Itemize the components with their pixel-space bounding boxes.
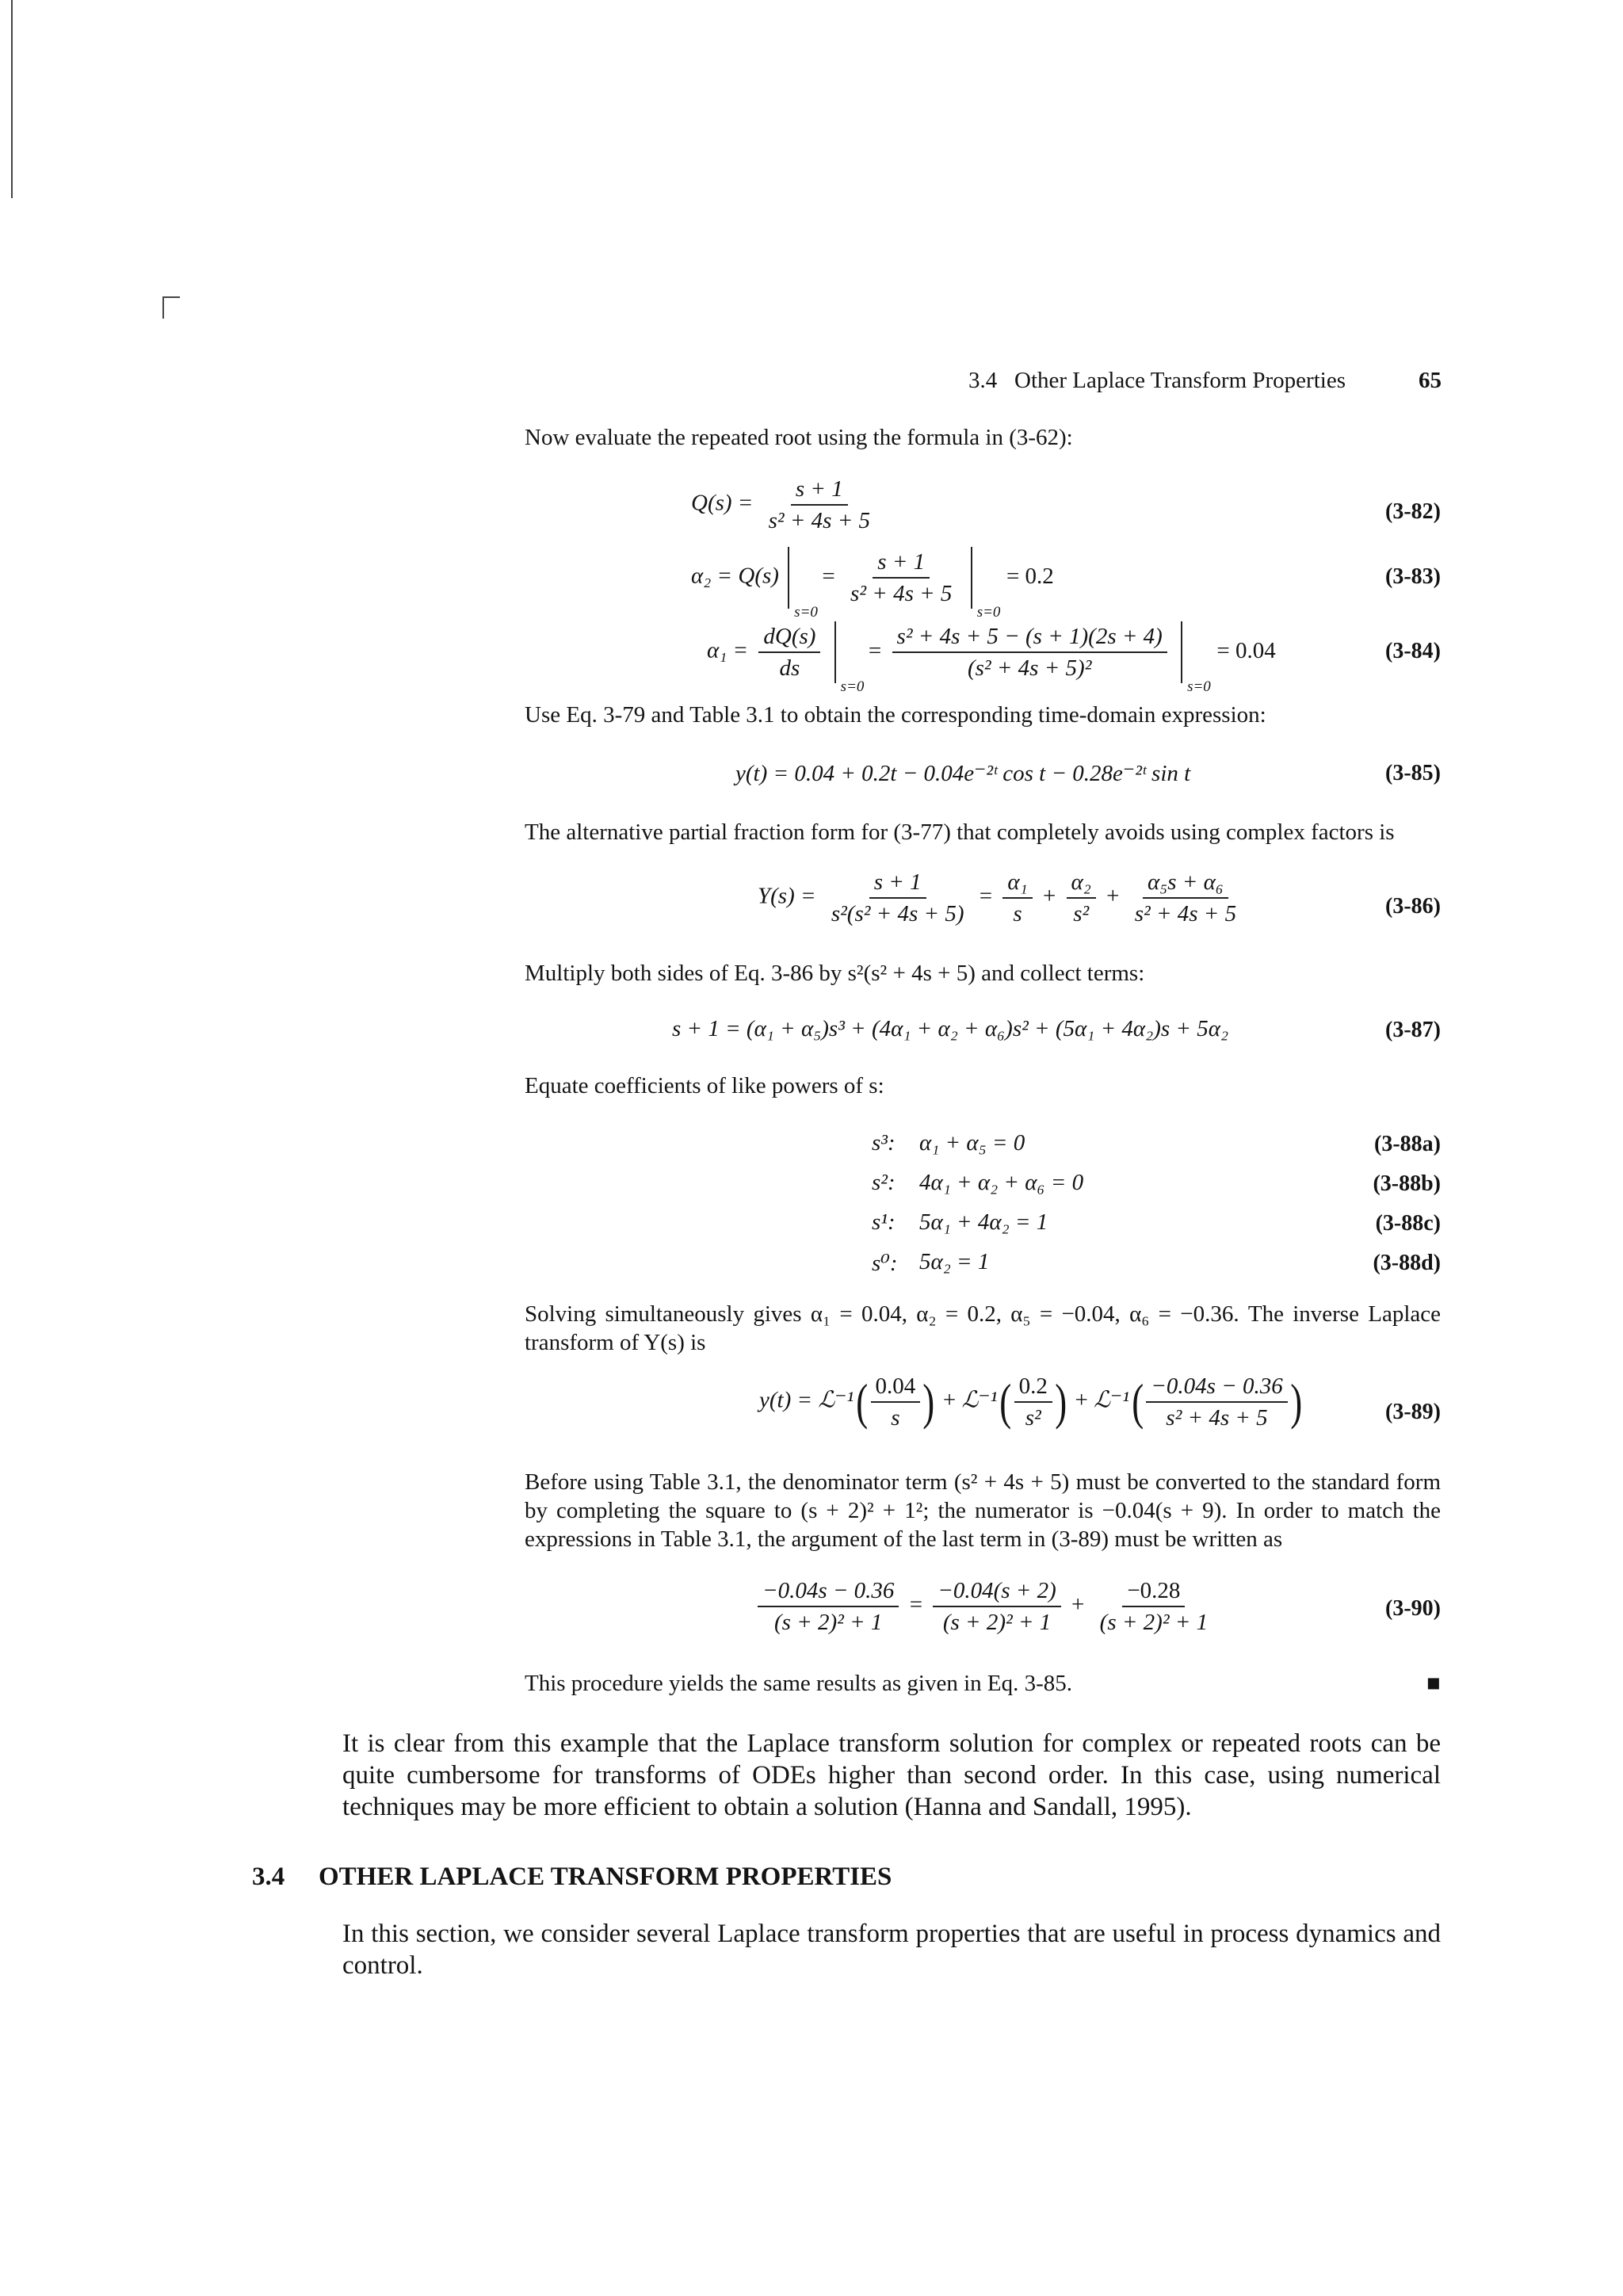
fraction: $\frac{-0.04s - 0.36}{\text{(s + 2)² + 1}}$ <box>758 1577 899 1636</box>
fraction: $\frac{s + 1}{\text{s² + 4s + 5}}$ <box>768 476 871 533</box>
equation-number: (3-84) <box>1385 639 1441 663</box>
fraction: $\frac{dQ(s)}{ds}$ <box>758 623 820 682</box>
coefficient-equation-c: 5α₁ + 4α₂ = 1 <box>919 1209 1048 1235</box>
equation-number: (3-83) <box>1385 564 1441 589</box>
fraction: $\frac{-0.04s - 0.36}{\text{s² + 4s + 5}}$ <box>1146 1373 1287 1431</box>
equation-number: (3-88a) <box>1374 1132 1441 1156</box>
coefficient-power-s0: s⁰: <box>872 1251 898 1276</box>
equation-3-82: Q(s) = $\frac{s + 1}{\text{s² + 4s + 5}}$ <box>691 476 880 534</box>
coefficient-power-s2: s²: <box>872 1170 896 1195</box>
equation-3-90: $\frac{-0.04s - 0.36}{\text{(s + 2)² + 1}}$ = $\frac{-0.04(s + 2)}{\text{(s + 2)² + 1}}$ + $\frac{-0.28}{\text{(s + 2)² + 1}}$ <box>753 1577 1217 1636</box>
crop-mark <box>162 296 164 319</box>
paragraph: Now evaluate the repeated root using the formula in (3-62): <box>525 425 1073 450</box>
fraction: $\frac{0.04}{s}$ <box>871 1373 921 1431</box>
fraction: $\frac{\text{α₅s + α₆}}{\text{s² + 4s + 5}}$ <box>1134 869 1237 926</box>
fraction: $\frac{\text{α₁}}{s}$ <box>1002 869 1032 927</box>
fraction: $\frac{s + 1}{\text{s² + 4s + 5}}$ <box>850 549 953 606</box>
evaluation-bar: s=0 <box>1181 621 1182 683</box>
fraction: $\frac{\text{α₂}}{\text{s²}}$ <box>1067 869 1096 927</box>
paragraph: Before using Table 3.1, the denominator term (s² + 4s + 5) must be converted to the standard form by completing the square to (s + 2)² + 1²; the numerator is −0.04(s + 9). In order to match the expressions in Table 3.1, the argument of the last term in (3-89) must be written as <box>525 1469 1441 1552</box>
coefficient-equation-a: α₁ + α₅ = 0 <box>919 1130 1025 1156</box>
scan-edge-line <box>11 0 13 198</box>
header-section-number: 3.4 <box>968 368 998 393</box>
paragraph: Solving simultaneously gives α₁ = 0.04, α₂ = 0.2, α₅ = −0.04, α₆ = −0.36. The inverse Laplace transform of Y(s) is <box>525 1301 1441 1355</box>
equation-number: (3-88d) <box>1373 1251 1441 1275</box>
equation-number: (3-85) <box>1385 761 1441 785</box>
section-heading: OTHER LAPLACE TRANSFORM PROPERTIES <box>319 1862 892 1891</box>
paragraph: This procedure yields the same results as given in Eq. 3-85. <box>525 1671 1073 1696</box>
equation-3-83: α₂ = Q(s) s=0 = $\frac{s + 1}{\text{s² + 4s + 5}}$ s=0 = 0.2 <box>691 547 1054 609</box>
equation-3-84: α₁ = $\frac{dQ(s)}{ds}$ s=0 = $\frac{\text{s² + 4s + 5 − (s + 1)(2s + 4)}}{\text{(s² + 4s + 5)²}}$ s=0 = 0.04 <box>707 621 1276 683</box>
equation-number: (3-82) <box>1385 499 1441 524</box>
end-of-example-mark: ■ <box>1426 1671 1441 1696</box>
paragraph: The alternative partial fraction form for (3-77) that completely avoids using complex factors is <box>525 819 1395 845</box>
paragraph: In this section, we consider several Laplace transform properties that are useful in process dynamics and control. <box>342 1920 1441 1980</box>
evaluation-bar: s=0 <box>834 621 836 683</box>
coefficient-power-s1: s¹: <box>872 1209 896 1235</box>
fraction: $\frac{-0.28}{\text{(s + 2)² + 1}}$ <box>1099 1578 1209 1635</box>
coefficient-equation-d: 5α₂ = 1 <box>919 1249 990 1274</box>
equation-number: (3-90) <box>1385 1596 1441 1621</box>
fraction: $\frac{\text{s² + 4s + 5 − (s + 1)(2s + 4)}}{\text{(s² + 4s + 5)²}}$ <box>892 623 1167 682</box>
header-title: Other Laplace Transform Properties <box>1014 368 1346 393</box>
equation-number: (3-89) <box>1385 1400 1441 1424</box>
equation-number: (3-88b) <box>1373 1171 1441 1196</box>
equation-3-86: Y(s) = $\frac{s + 1}{\text{s²(s² + 4s + 5)}}$ = $\frac{\text{α₁}}{s}$ + $\frac{\text{α₂}}{\text{s²}}$ + $\frac{\text{α₅s + α₆}}{\text{s² + 4s + 5}}$ <box>758 869 1246 927</box>
fraction: $\frac{0.2}{\text{s²}}$ <box>1014 1373 1052 1431</box>
crop-mark <box>162 296 180 298</box>
coefficient-power-s3: s³: <box>872 1130 896 1156</box>
equation-number: (3-87) <box>1385 1018 1441 1042</box>
evaluation-bar: s=0 <box>971 547 972 609</box>
running-header <box>968 366 1346 395</box>
fraction: $\frac{-0.04(s + 2)}{\text{(s + 2)² + 1}}$ <box>933 1577 1061 1636</box>
coefficient-equation-b: 4α₁ + α₂ + α₆ = 0 <box>919 1170 1084 1195</box>
equation-3-87: s + 1 = (α₁ + α₅)s³ + (4α₁ + α₂ + α₆)s² + (5α₁ + 4α₂)s + 5α₂ <box>672 1016 1229 1041</box>
equation-3-85: y(t) = 0.04 + 0.2t − 0.04e⁻²ᵗ cos t − 0.28e⁻²ᵗ sin t <box>735 761 1191 786</box>
paragraph: Use Eq. 3-79 and Table 3.1 to obtain the corresponding time-domain expression: <box>525 702 1266 728</box>
equation-number: (3-86) <box>1385 894 1441 919</box>
section-number: 3.4 <box>252 1862 285 1891</box>
paragraph: It is clear from this example that the Laplace transform solution for complex or repeated roots can be quite cumbersome for transforms of ODEs higher than second order. In this case, using numerical techniques may be more efficient to obtain a solution (Hanna and Sandall, 1995). <box>342 1729 1441 1821</box>
evaluation-bar: s=0 <box>788 547 789 609</box>
fraction: $\frac{s + 1}{\text{s²(s² + 4s + 5)}}$ <box>831 869 964 926</box>
paragraph: Equate coefficients of like powers of s: <box>525 1073 884 1098</box>
equation-number: (3-88c) <box>1375 1211 1441 1236</box>
page-number: 65 <box>1419 368 1442 393</box>
equation-3-89: y(t) = ℒ⁻¹( $\frac{0.04}{s}$ ) + ℒ⁻¹( $\frac{0.2}{\text{s²}}$ ) + ℒ⁻¹( $\frac{-0.04s - 0.36}{\text{s² + 4s + 5}}$ ) <box>759 1373 1302 1431</box>
paragraph: Multiply both sides of Eq. 3-86 by s²(s² + 4s + 5) and collect terms: <box>525 961 1145 986</box>
